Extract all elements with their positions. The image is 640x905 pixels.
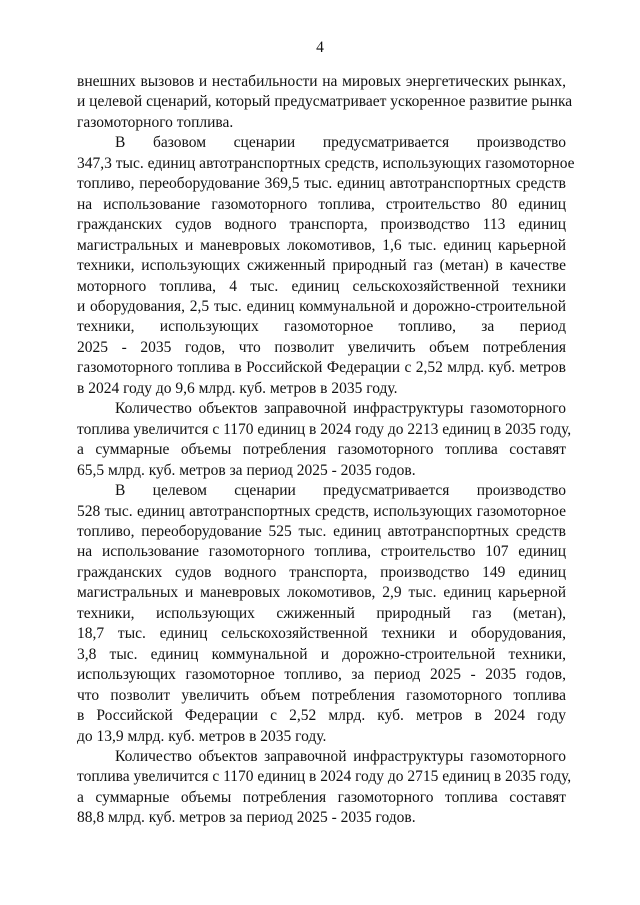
text-line: топлива увеличится с 1170 единиц в 2024 году до 2213 единиц в 2035 году, (77, 420, 572, 438)
text-line: техники, использующих сжиженный природный газ (метан) в качестве (77, 257, 566, 275)
text-line: 65,5 млрд. куб. метров за период 2025 - 2035 годов. (77, 461, 416, 479)
text-line: 347,3 тыс. единиц автотранспортных средств, использующих газомоторное (77, 154, 575, 172)
text-line: и оборудования, 2,5 тыс. единиц коммунальной и дорожно-строительной (77, 297, 566, 315)
text-line: на использование газомоторного топлива, строительство 80 единиц (77, 195, 566, 213)
document-body (77, 72, 575, 829)
text-line: 2025 - 2035 годов, что позволит увеличить объем потребления (77, 338, 566, 356)
text-line: что позволит увеличить объем потребления газомоторного топлива (77, 686, 566, 704)
text-line: топливо, переоборудование 525 тыс. единиц автотранспортных средств (77, 522, 566, 540)
text-line: Количество объектов заправочной инфраструктуры газомоторного (115, 400, 566, 418)
text-line: в 2024 году до 9,6 млрд. куб. метров в 2035 году. (77, 379, 398, 397)
text-line: и целевой сценарий, который предусматривает ускоренное развитие рынка (77, 93, 573, 111)
text-line: магистральных и маневровых локомотивов, 1,6 тыс. единиц карьерной (77, 236, 566, 254)
paragraph (77, 72, 573, 133)
text-line: магистральных и маневровых локомотивов, 2,9 тыс. единиц карьерной (77, 584, 566, 602)
text-line: гражданских судов водного транспорта, производство 149 единиц (77, 563, 566, 581)
text-line: а суммарные объемы потребления газомоторного топлива составят (77, 441, 566, 459)
text-line: 528 тыс. единиц автотранспортных средств, использующих газомоторное (77, 502, 566, 520)
text-line: 3,8 тыс. единиц коммунальной и дорожно-строительной техники, (77, 645, 566, 663)
text-line: В базовом сценарии предусматривается производство (115, 134, 566, 152)
text-line: Количество объектов заправочной инфраструктуры газомоторного (115, 747, 566, 765)
text-line: а суммарные объемы потребления газомоторного топлива составят (77, 788, 566, 806)
text-line: до 13,9 млрд. куб. метров в 2035 году. (77, 727, 327, 745)
text-line: газомоторного топлива в Российской Федерации с 2,52 млрд. куб. метров (77, 359, 566, 377)
paragraph (77, 481, 566, 747)
text-line: 88,8 млрд. куб. метров за период 2025 - 2035 годов. (77, 809, 416, 827)
text-line: топлива увеличится с 1170 единиц в 2024 году до 2715 единиц в 2035 году, (77, 768, 572, 786)
paragraph (77, 747, 572, 829)
text-line: 18,7 тыс. единиц сельскохозяйственной техники и оборудования, (77, 625, 566, 643)
text-line: на использование газомоторного топлива, строительство 107 единиц (77, 543, 566, 561)
text-line: в Российской Федерации с 2,52 млрд. куб. метров в 2024 году (77, 707, 566, 725)
text-line: техники, использующих сжиженный природный газ (метан), (77, 604, 566, 622)
page-number: 4 (316, 39, 324, 56)
text-line: газомоторного топлива. (77, 113, 234, 131)
paragraph (77, 133, 575, 399)
text-line: моторного топлива, 4 тыс. единиц сельскохозяйственной техники (77, 277, 566, 295)
text-line: В целевом сценарии предусматривается производство (115, 482, 566, 500)
paragraph (77, 399, 572, 481)
text-line: внешних вызовов и нестабильности на мировых энергетических рынках, (77, 73, 566, 90)
text-line: гражданских судов водного транспорта, производство 113 единиц (77, 216, 566, 234)
text-line: топливо, переоборудование 369,5 тыс. единиц автотранспортных средств (77, 175, 566, 193)
text-line: использующих газомоторное топливо, за период 2025 - 2035 годов, (77, 666, 566, 684)
text-line: техники, использующих газомоторное топливо, за период (77, 318, 566, 336)
